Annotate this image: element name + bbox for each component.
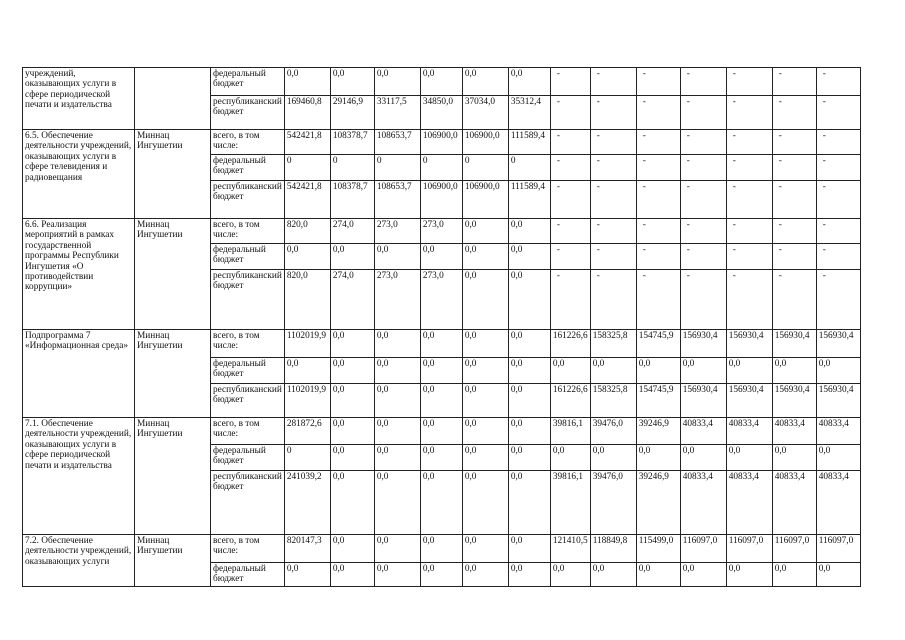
- amount-cell: 0,0: [284, 68, 330, 96]
- amount-cell: 0: [420, 155, 462, 181]
- program-name-cell: 6.5. Обеспечение деятельности учреждений, оказывающих услуги в сфере телевидения и радиовещания: [23, 130, 135, 219]
- amount-cell: 0,0: [330, 244, 374, 270]
- amount-cell: 115499,0: [636, 535, 680, 563]
- amount-cell: 0,0: [420, 471, 462, 535]
- amount-cell: -: [636, 96, 680, 130]
- amount-cell: 156930,4: [680, 330, 726, 358]
- amount-cell: 0,0: [508, 384, 550, 418]
- amount-cell: 542421,8: [284, 181, 330, 219]
- amount-cell: -: [726, 270, 772, 330]
- amount-cell: 37034,0: [462, 96, 508, 130]
- amount-cell: 0,0: [590, 358, 636, 384]
- amount-cell: 273,0: [420, 219, 462, 244]
- amount-cell: 106900,0: [462, 130, 508, 155]
- amount-cell: 106900,0: [462, 181, 508, 219]
- funding-source-cell: федеральный бюджет: [211, 445, 285, 471]
- table-row: [23, 418, 861, 445]
- amount-cell: -: [550, 155, 590, 181]
- amount-cell: 281872,6: [284, 418, 330, 445]
- amount-cell: -: [590, 219, 636, 244]
- amount-cell: -: [680, 270, 726, 330]
- amount-cell: 108653,7: [374, 130, 420, 155]
- table-row: [23, 68, 861, 96]
- amount-cell: 542421,8: [284, 130, 330, 155]
- amount-cell: 820,0: [284, 219, 330, 244]
- amount-cell: -: [590, 181, 636, 219]
- amount-cell: 111589,4: [508, 181, 550, 219]
- amount-cell: 0,0: [462, 219, 508, 244]
- amount-cell: 156930,4: [816, 330, 860, 358]
- responsible-cell: Миннац Ингушетии: [135, 418, 211, 535]
- amount-cell: 0,0: [462, 563, 508, 587]
- amount-cell: 0: [374, 155, 420, 181]
- amount-cell: 0,0: [550, 445, 590, 471]
- amount-cell: 40833,4: [816, 471, 860, 535]
- amount-cell: -: [726, 244, 772, 270]
- amount-cell: 0,0: [330, 563, 374, 587]
- amount-cell: 0,0: [374, 384, 420, 418]
- amount-cell: 0,0: [590, 445, 636, 471]
- amount-cell: 0,0: [508, 330, 550, 358]
- amount-cell: -: [726, 155, 772, 181]
- amount-cell: -: [680, 96, 726, 130]
- funding-source-cell: федеральный бюджет: [211, 68, 285, 96]
- amount-cell: 39816,1: [550, 471, 590, 535]
- amount-cell: 29146,9: [330, 96, 374, 130]
- amount-cell: -: [636, 219, 680, 244]
- amount-cell: 118849,8: [590, 535, 636, 563]
- amount-cell: 0,0: [508, 535, 550, 563]
- responsible-cell: Миннац Ингушетии: [135, 330, 211, 418]
- amount-cell: 116097,0: [680, 535, 726, 563]
- table-row: [23, 330, 861, 358]
- amount-cell: 0: [284, 155, 330, 181]
- program-name-cell: 6.6. Реализация мероприятий в рамках государственной программы Республики Ингушетия «О противодействии коррупции»: [23, 219, 135, 330]
- amount-cell: -: [772, 155, 816, 181]
- amount-cell: -: [726, 96, 772, 130]
- amount-cell: 154745,9: [636, 384, 680, 418]
- amount-cell: 0,0: [420, 418, 462, 445]
- amount-cell: 0,0: [508, 244, 550, 270]
- amount-cell: 0,0: [374, 445, 420, 471]
- table-body: [23, 68, 861, 587]
- amount-cell: 273,0: [420, 270, 462, 330]
- amount-cell: 40833,4: [816, 418, 860, 445]
- amount-cell: -: [636, 155, 680, 181]
- amount-cell: -: [550, 68, 590, 96]
- amount-cell: -: [636, 270, 680, 330]
- amount-cell: 1102019,9: [284, 384, 330, 418]
- amount-cell: 0,0: [726, 563, 772, 587]
- amount-cell: 0,0: [816, 358, 860, 384]
- funding-source-cell: республиканский бюджет: [211, 384, 285, 418]
- amount-cell: 0,0: [330, 445, 374, 471]
- funding-source-cell: федеральный бюджет: [211, 358, 285, 384]
- amount-cell: 39816,1: [550, 418, 590, 445]
- amount-cell: -: [772, 130, 816, 155]
- amount-cell: 0,0: [680, 445, 726, 471]
- amount-cell: 156930,4: [726, 330, 772, 358]
- amount-cell: 820,0: [284, 270, 330, 330]
- amount-cell: 35312,4: [508, 96, 550, 130]
- amount-cell: 0,0: [284, 563, 330, 587]
- amount-cell: -: [636, 181, 680, 219]
- amount-cell: -: [772, 270, 816, 330]
- amount-cell: 820147,3: [284, 535, 330, 563]
- amount-cell: 0,0: [816, 445, 860, 471]
- amount-cell: -: [590, 244, 636, 270]
- amount-cell: 0: [462, 155, 508, 181]
- amount-cell: 156930,4: [726, 384, 772, 418]
- amount-cell: -: [816, 130, 860, 155]
- funding-source-cell: всего, в том числе:: [211, 219, 285, 244]
- amount-cell: 169460,8: [284, 96, 330, 130]
- amount-cell: -: [816, 155, 860, 181]
- amount-cell: 108653,7: [374, 181, 420, 219]
- funding-source-cell: республиканский бюджет: [211, 181, 285, 219]
- responsible-cell: Миннац Ингушетии: [135, 130, 211, 219]
- amount-cell: -: [590, 68, 636, 96]
- amount-cell: 0,0: [330, 471, 374, 535]
- amount-cell: 273,0: [374, 270, 420, 330]
- amount-cell: 0,0: [550, 358, 590, 384]
- amount-cell: 0,0: [374, 471, 420, 535]
- amount-cell: -: [816, 219, 860, 244]
- amount-cell: -: [680, 244, 726, 270]
- amount-cell: -: [726, 130, 772, 155]
- amount-cell: 0,0: [462, 68, 508, 96]
- budget-table: [22, 67, 861, 587]
- amount-cell: 116097,0: [772, 535, 816, 563]
- amount-cell: 0,0: [420, 330, 462, 358]
- amount-cell: 106900,0: [420, 130, 462, 155]
- amount-cell: 158325,8: [590, 384, 636, 418]
- amount-cell: 0,0: [420, 445, 462, 471]
- funding-source-cell: всего, в том числе:: [211, 330, 285, 358]
- amount-cell: 273,0: [374, 219, 420, 244]
- amount-cell: 0,0: [508, 219, 550, 244]
- amount-cell: 0,0: [462, 384, 508, 418]
- amount-cell: -: [590, 270, 636, 330]
- program-name-cell: 7.1. Обеспечение деятельности учреждений, оказывающих услуги в сфере периодической печати и издательства: [23, 418, 135, 535]
- funding-source-cell: федеральный бюджет: [211, 244, 285, 270]
- amount-cell: -: [636, 130, 680, 155]
- amount-cell: 0,0: [330, 68, 374, 96]
- amount-cell: 0,0: [462, 535, 508, 563]
- amount-cell: -: [816, 96, 860, 130]
- amount-cell: 116097,0: [726, 535, 772, 563]
- amount-cell: -: [680, 155, 726, 181]
- amount-cell: -: [816, 244, 860, 270]
- amount-cell: 106900,0: [420, 181, 462, 219]
- amount-cell: 0,0: [680, 358, 726, 384]
- amount-cell: 0,0: [284, 358, 330, 384]
- amount-cell: 0,0: [462, 244, 508, 270]
- amount-cell: 108378,7: [330, 130, 374, 155]
- amount-cell: 158325,8: [590, 330, 636, 358]
- amount-cell: 116097,0: [816, 535, 860, 563]
- amount-cell: 274,0: [330, 219, 374, 244]
- amount-cell: 241039,2: [284, 471, 330, 535]
- amount-cell: 156930,4: [772, 384, 816, 418]
- amount-cell: -: [726, 181, 772, 219]
- amount-cell: 0,0: [772, 563, 816, 587]
- amount-cell: 0: [508, 155, 550, 181]
- amount-cell: 0,0: [374, 330, 420, 358]
- amount-cell: 111589,4: [508, 130, 550, 155]
- amount-cell: -: [726, 68, 772, 96]
- amount-cell: 0,0: [374, 418, 420, 445]
- funding-source-cell: республиканский бюджет: [211, 270, 285, 330]
- amount-cell: 0,0: [462, 358, 508, 384]
- amount-cell: 40833,4: [772, 418, 816, 445]
- amount-cell: 161226,6: [550, 384, 590, 418]
- amount-cell: -: [816, 68, 860, 96]
- amount-cell: 156930,4: [816, 384, 860, 418]
- amount-cell: 0,0: [420, 358, 462, 384]
- program-name-cell: учреждений, оказывающих услуги в сфере периодической печати и издательства: [23, 68, 135, 130]
- amount-cell: -: [816, 270, 860, 330]
- amount-cell: 1102019,9: [284, 330, 330, 358]
- amount-cell: 0,0: [374, 535, 420, 563]
- amount-cell: 0: [330, 155, 374, 181]
- amount-cell: 0,0: [636, 358, 680, 384]
- amount-cell: 39476,0: [590, 418, 636, 445]
- amount-cell: 0,0: [330, 535, 374, 563]
- program-name-cell: 7.2. Обеспечение деятельности учреждений, оказывающих услуги: [23, 535, 135, 587]
- amount-cell: 0,0: [508, 270, 550, 330]
- amount-cell: -: [772, 244, 816, 270]
- amount-cell: 0,0: [462, 270, 508, 330]
- amount-cell: -: [550, 96, 590, 130]
- amount-cell: 0,0: [590, 563, 636, 587]
- responsible-cell: Миннац Ингушетии: [135, 219, 211, 330]
- responsible-cell: [135, 68, 211, 130]
- amount-cell: -: [550, 130, 590, 155]
- amount-cell: 0,0: [420, 563, 462, 587]
- amount-cell: 0,0: [726, 358, 772, 384]
- amount-cell: 108378,7: [330, 181, 374, 219]
- responsible-cell: Миннац Ингушетии: [135, 535, 211, 587]
- table-row: [23, 219, 861, 244]
- amount-cell: 161226,6: [550, 330, 590, 358]
- amount-cell: 0,0: [420, 384, 462, 418]
- amount-cell: 0,0: [508, 358, 550, 384]
- amount-cell: 0: [284, 445, 330, 471]
- funding-source-cell: всего, в том числе:: [211, 418, 285, 445]
- amount-cell: 0,0: [462, 471, 508, 535]
- amount-cell: 40833,4: [726, 418, 772, 445]
- amount-cell: 0,0: [420, 244, 462, 270]
- amount-cell: -: [636, 68, 680, 96]
- amount-cell: -: [680, 130, 726, 155]
- amount-cell: 0,0: [374, 244, 420, 270]
- amount-cell: 0,0: [772, 358, 816, 384]
- table-row: [23, 535, 861, 563]
- amount-cell: 274,0: [330, 270, 374, 330]
- amount-cell: -: [772, 68, 816, 96]
- amount-cell: -: [726, 219, 772, 244]
- amount-cell: -: [550, 181, 590, 219]
- amount-cell: -: [772, 219, 816, 244]
- amount-cell: 40833,4: [726, 471, 772, 535]
- amount-cell: 0,0: [680, 563, 726, 587]
- amount-cell: 154745,9: [636, 330, 680, 358]
- funding-source-cell: всего, в том числе:: [211, 130, 285, 155]
- amount-cell: 40833,4: [772, 471, 816, 535]
- amount-cell: 0,0: [636, 563, 680, 587]
- amount-cell: -: [816, 181, 860, 219]
- amount-cell: 0,0: [462, 418, 508, 445]
- amount-cell: 0,0: [508, 563, 550, 587]
- amount-cell: 40833,4: [680, 418, 726, 445]
- amount-cell: -: [636, 244, 680, 270]
- amount-cell: 0,0: [816, 563, 860, 587]
- amount-cell: 34850,0: [420, 96, 462, 130]
- amount-cell: 40833,4: [680, 471, 726, 535]
- amount-cell: -: [550, 270, 590, 330]
- amount-cell: 0,0: [420, 68, 462, 96]
- amount-cell: 0,0: [330, 330, 374, 358]
- amount-cell: 156930,4: [772, 330, 816, 358]
- amount-cell: 39246,9: [636, 471, 680, 535]
- amount-cell: -: [772, 96, 816, 130]
- amount-cell: 0,0: [374, 68, 420, 96]
- amount-cell: -: [680, 68, 726, 96]
- funding-source-cell: республиканский бюджет: [211, 96, 285, 130]
- amount-cell: -: [550, 219, 590, 244]
- amount-cell: 0,0: [508, 471, 550, 535]
- amount-cell: 121410,5: [550, 535, 590, 563]
- table-row: [23, 130, 861, 155]
- funding-source-cell: федеральный бюджет: [211, 155, 285, 181]
- funding-source-cell: федеральный бюджет: [211, 563, 285, 587]
- amount-cell: 0,0: [330, 418, 374, 445]
- amount-cell: 156930,4: [680, 384, 726, 418]
- amount-cell: -: [680, 219, 726, 244]
- amount-cell: 0,0: [374, 358, 420, 384]
- amount-cell: -: [772, 181, 816, 219]
- amount-cell: 39246,9: [636, 418, 680, 445]
- amount-cell: -: [590, 155, 636, 181]
- funding-source-cell: всего, в том числе:: [211, 535, 285, 563]
- amount-cell: 0,0: [330, 384, 374, 418]
- amount-cell: -: [680, 181, 726, 219]
- amount-cell: -: [590, 130, 636, 155]
- amount-cell: 0,0: [420, 535, 462, 563]
- program-name-cell: Подпрограмма 7 «Информационная среда»: [23, 330, 135, 418]
- funding-source-cell: республиканский бюджет: [211, 471, 285, 535]
- amount-cell: 0,0: [726, 445, 772, 471]
- amount-cell: 0,0: [462, 330, 508, 358]
- amount-cell: 0,0: [330, 358, 374, 384]
- amount-cell: 0,0: [284, 244, 330, 270]
- amount-cell: 39476,0: [590, 471, 636, 535]
- amount-cell: 0,0: [550, 563, 590, 587]
- amount-cell: -: [590, 96, 636, 130]
- amount-cell: 33117,5: [374, 96, 420, 130]
- amount-cell: 0,0: [508, 445, 550, 471]
- amount-cell: 0,0: [772, 445, 816, 471]
- amount-cell: 0,0: [508, 418, 550, 445]
- amount-cell: 0,0: [462, 445, 508, 471]
- amount-cell: 0,0: [374, 563, 420, 587]
- amount-cell: 0,0: [508, 68, 550, 96]
- amount-cell: -: [550, 244, 590, 270]
- amount-cell: 0,0: [636, 445, 680, 471]
